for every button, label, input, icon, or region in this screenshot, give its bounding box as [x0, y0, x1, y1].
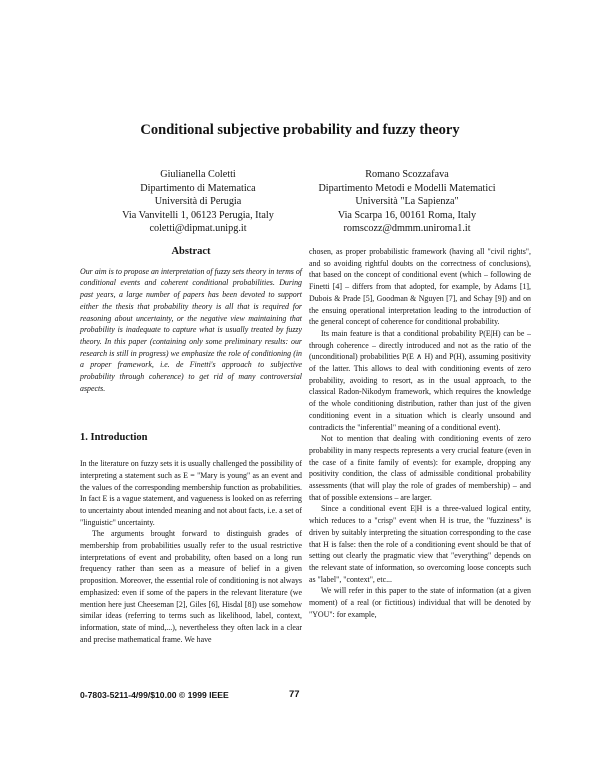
left-column: [80, 246, 302, 645]
author-university: Università "La Sapienza": [355, 196, 459, 208]
author-university: Università di Perugia: [154, 196, 242, 208]
author-name: Romano Scozzafava: [365, 169, 449, 180]
body-paragraph-1: chosen, as proper probabilistic framework (having all "civil rights", and so avoiding rightful doubts on the correctness of conclusions), that based on the concept of conditional event (which – following de Finetti [4] – differs from that adopted, for example, by Adams [1], Dubois & Prade [5], Goodman & Nguyen [7], and Schay [9]) and on the ensuing operational interpretation leading to the introduction of the general concept of coherence for conditional probability.: [309, 247, 531, 327]
author-block-2: [282, 168, 532, 236]
body-paragraph-3: Not to mention that dealing with conditioning events of zero probability in many respects represents a very crucial feature (even in the case of a finite family of events): for example, dropping any positivity condition, the class of admissible conditional probability assessments (that will play the role of grades of membership) – and that of possible extensions – are larger.: [309, 434, 531, 502]
author-department: Dipartimento Metodi e Modelli Matematici: [318, 182, 496, 194]
author-email: romscozz@dmmm.uniroma1.it: [343, 223, 471, 235]
copyright-footer: 0-7803-5211-4/99/$10.00 © 1999 IEEE: [80, 690, 229, 700]
author-address: Via Scarpa 16, 00161 Roma, Italy: [337, 209, 477, 221]
abstract-heading: Abstract: [171, 246, 211, 257]
body-paragraph-2: Its main feature is that a conditional probability P(E|H) can be – through coherence – directly introduced and not as the ratio of the (unconditional) probabilities P(E ∧ H) and P(H), assuming positivity of the latter. This allows to deal with conditioning events of zero probability, avoiding to resort, as in the usual approach, to the classical Radon-Nikodym framework, which requires the knowledge of the whole conditioning distribution, rather than just of the given conditioning event in a situation which is clearly unsound and contradicts the "inferential" meaning of a conditional event).: [309, 328, 531, 432]
author-name: Giulianella Coletti: [160, 169, 236, 180]
intro-paragraph-1: In the literature on fuzzy sets it is usually challenged the possibility of interpreting a statement such as E = "Mary is young" as an event and the values of the corresponding membership function as probabilities. In fact E is a vague statement, and vagueness is looked on as referring to uncertainty about intended meaning and not about facts, i.e. a set of "linguistic" uncertainty.: [80, 459, 302, 527]
page-number: 77: [289, 689, 300, 700]
right-column: [309, 246, 531, 621]
author-address: Via Vanvitelli 1, 06123 Perugia, Italy: [122, 209, 274, 221]
body-paragraph-4: Since a conditional event E|H is a three-valued logical entity, which reduces to a "crisp" event when H is true, the "fuzziness" is driven by suitably interpreting the situation corresponding to the case that H is false: then the role of a conditioning event should be that of setting out clearly the pragmatic view that "everything" depends on the relevant state of information, so overcoming loose concepts such as "label", "context", etc...: [309, 504, 531, 584]
intro-paragraph-2: The arguments brought forward to distinguish grades of membership from probabilities usually refer to the usual restrictive interpretations of event and probability, often based on a long run frequency rather than seen as a measure of belief in a given proposition. Moreover, the essential role of conditioning is not always emphasized: even if some of the papers in the relevant literature (we mention here just Cheeseman [2], Giles [6], Hisdal [8]) use somehow similar ideas (referring to terms such as likelihood, label, context, information, state of mind,...), nevertheless they often lack in a clear and precise mathematical frame. We have: [80, 529, 302, 644]
body-paragraph-5: We will refer in this paper to the state of information (at a given moment) of a real (or fictitious) individual that will be denoted by "YOU": for example,: [309, 586, 531, 619]
author-email: coletti@dipmat.unipg.it: [149, 223, 247, 235]
abstract-text: Our aim is to propose an interpretation of fuzzy sets theory in terms of conditional events and coherent conditional probabilities. During past years, a large number of papers has been devoted to support either the thesis that probability theory is all that is required for reasoning about uncertainty, or the negative view maintaining that probability is inadequate to capture what is usually treated by fuzzy theory. In this paper (containing only some preliminary results: our research is still in progress) we emphasize the role of conditioning (in a proper framework, i.e. de Finetti's approach to subjective probability through coherence) to get rid of many controversial aspects.: [80, 266, 302, 393]
paper-title: Conditional subjective probability and fuzzy theory: [140, 122, 460, 138]
section-heading: 1. Introduction: [80, 432, 148, 444]
author-department: Dipartimento di Matematica: [140, 182, 256, 194]
